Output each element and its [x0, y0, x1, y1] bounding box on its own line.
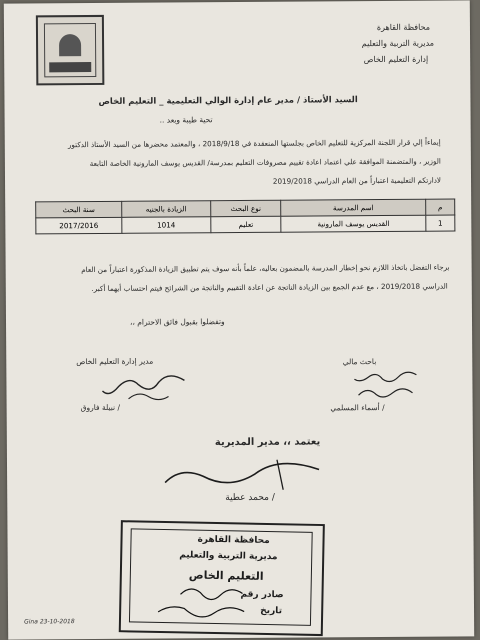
stamp-inner-frame: [129, 528, 313, 625]
cell-research-type: تعليم: [211, 216, 281, 232]
researcher-name: / أسماء المسلمي: [330, 402, 385, 413]
researcher-title: باحث مالي: [342, 357, 377, 367]
stamp-department: التعليم الخاص: [188, 568, 264, 583]
photo-watermark: Gina 23-10-2018: [24, 618, 75, 626]
school-table: [35, 198, 455, 234]
cell-index: 1: [426, 215, 455, 231]
stamp-directorate: مديرية التربية والتعليم: [179, 550, 278, 563]
approval-signature: [159, 449, 329, 496]
request-line-2: الدراسي 2019/2018 ، مع عدم الجمع بين الزيادة الناتجة عن اعادة التقييم والناتجة من الشرائح فيتم احتساب أيهما أكبر.: [91, 281, 448, 294]
table-row: [36, 215, 455, 234]
header-directorate: مديرية التربية والتعليم: [361, 38, 435, 49]
stamp-date-label: تاريخ: [260, 605, 283, 617]
stamp-handwritten-entries: [150, 582, 251, 620]
cell-research-year: 2017/2016: [36, 217, 122, 234]
paragraph-line-3: لادارتكم التعليمية اعتباراً من العام الدراسي 2019/2018: [272, 175, 442, 186]
header-index: م: [426, 199, 455, 215]
paragraph-line-2: الوزير ، والمتضمنة الموافقة علي اعتماد اعادة تقييم مصروفات التعليم بمدرسة/ القديس يوسف المارونية الخاصة التابعة: [89, 156, 441, 169]
header-research-type: نوع البحث: [211, 200, 281, 216]
header-department: إدارة التعليم الخاص: [363, 54, 429, 65]
directorate-logo: [36, 15, 104, 85]
header-research-year: سنة البحث: [36, 201, 122, 218]
letter-page: [4, 0, 474, 639]
director-signature: [98, 366, 194, 407]
mosque-icon: [59, 34, 81, 56]
director-title: مدير إدارة التعليم الخاص: [76, 356, 154, 367]
request-line-1: برجاء التفضل باتخاذ اللازم نحو إخطار المدرسة بالمضمون بعاليه، علماً بأنه سوف يتم تطبيق الزيادة المذكورة اعتباراً من العام: [81, 262, 450, 275]
stamp-issue-number-label: صادر رقم: [240, 589, 284, 601]
stamp-governorate: محافظة القاهرة: [197, 534, 270, 547]
header-governorate: محافظة القاهرة: [376, 22, 430, 33]
header-increase: الزيادة بالجنيه: [122, 201, 211, 218]
director-name: / نبيلة فاروق: [80, 402, 120, 413]
cell-school-name: القديس يوسف المارونية: [281, 215, 426, 232]
logo-caption-strip: [49, 62, 91, 72]
greeting: تحية طيبة وبعد ..: [159, 115, 213, 125]
approval-line: يعتمد ،، مدير المديرية: [214, 436, 321, 449]
researcher-signature: [346, 367, 426, 402]
addressee-line: السيد الأستاذ / مدير عام إدارة الوالي التعليمية _ التعليم الخاص: [98, 95, 358, 107]
cell-increase: 1014: [122, 217, 211, 234]
header-school-name: اسم المدرسة: [281, 199, 426, 216]
logo-frame: [44, 23, 96, 77]
closing-line: وتفضلوا بقبول فائق الاحترام ،،: [129, 317, 225, 327]
approval-name: / محمد عطية: [225, 492, 275, 504]
official-stamp: [119, 520, 325, 636]
paragraph-line-1: إيماءاً إلي قرار اللجنة المركزية للتعليم الخاص بجلستها المنعقدة في 2018/9/18 ، والمعتمد محضرها من السيد الأستاذ الدكتور: [67, 137, 441, 150]
